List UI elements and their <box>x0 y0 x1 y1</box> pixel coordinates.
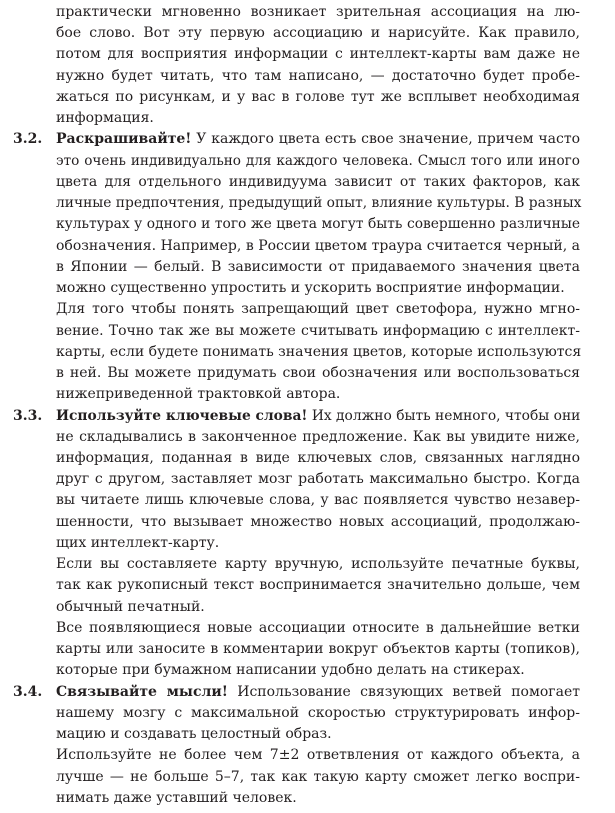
text-line: карты или заносите в комментарии вокруг объектов карты (топиков), <box>56 641 580 658</box>
section-heading: Используйте ключевые слова! <box>56 407 308 424</box>
text-line: лучше — не больше 5–7, так как такую карту сможет легко воспри- <box>56 768 580 785</box>
section-heading: Раскрашивайте! <box>56 131 192 148</box>
text-line: Для того чтобы понять запрещающий цвет светофора, нужно мгно- <box>56 301 580 318</box>
section-first-line <box>56 129 580 150</box>
text-line: нашему мозгу с максимальной скоростью структурировать инфор- <box>56 704 580 721</box>
text-line: обозначения. Например, в России цветом траура считается черный, а <box>56 237 580 254</box>
text-line: обычный печатный. <box>56 598 205 615</box>
text-line: нужно будет читать, что там написано, — достаточно будет пробе- <box>56 67 580 84</box>
section-heading: Связывайте мысли! <box>56 683 228 700</box>
text-line: в Японии — белый. В зависимости от придаваемого значения цвета <box>56 258 580 275</box>
text-line: не складывались в законченное предложение. Как вы увидите ниже, <box>56 428 580 445</box>
text-line: вы читаете лишь ключевые слова, у вас появляется чувство незавер- <box>56 492 580 509</box>
text-line: Все появляющиеся новые ассоциации относите в дальнейшие ветки <box>56 619 580 636</box>
text-line: которые при бумажном написании удобно делать на стикерах. <box>56 662 525 679</box>
text-line: Используйте не более чем 7±2 ответвления от каждого объекта, а <box>56 747 580 764</box>
text-line: друг с другом, заставляет мозг работать максимально быстро. Когда <box>56 471 580 488</box>
text-span: Их должно быть немного, чтобы они <box>307 407 581 424</box>
text-line: личные предпочтения, предыдущий опыт, влияние культуры. В разных <box>56 195 582 212</box>
text-line: это очень индивидуально для каждого человека. Смысл того или иного <box>56 152 580 169</box>
text-span: У каждого цвета есть свое значение, причем часто <box>191 131 580 148</box>
text-line: можно существенно упростить и ускорить восприятие информации. <box>56 280 565 297</box>
text-line: информация, поданная в виде ключевых слов, связанных наглядно <box>56 449 580 466</box>
text-line: бое слово. Вот эту первую ассоциацию и нарисуйте. Как правило, <box>56 25 580 42</box>
text-line: мацию и создавать целостный образ. <box>56 726 332 743</box>
text-line: информация. <box>56 110 154 127</box>
section-number: 3.2. <box>13 131 43 148</box>
text-line: в ней. Вы можете придумать свои обозначения или воспользоваться <box>56 365 580 382</box>
section-first-line <box>56 406 580 427</box>
section-number: 3.3. <box>13 407 43 424</box>
text-line: Если вы составляете карту вручную, используйте печатные буквы, <box>56 556 580 573</box>
text-line: карты, если будете понимать значения цветов, которые используются <box>56 343 582 360</box>
text-line: нимать даже уставший человек. <box>56 789 297 806</box>
text-line: жаться по рисункам, и у вас в голове тут же всплывет необходимая <box>56 88 580 105</box>
text-line: вение. Точно так же вы можете считывать информацию с интеллект- <box>56 322 580 339</box>
section-first-line <box>56 682 580 703</box>
text-line: шенности, что вызывает множество новых ассоциаций, продолжаю- <box>56 513 580 530</box>
text-line: цвета для отдельного индивидуума зависит от таких факторов, как <box>56 173 580 190</box>
text-line: так как рукописный текст воспринимается значительно дольше, чем <box>56 577 580 594</box>
text-line: нижеприведенной трактовкой автора. <box>56 386 341 403</box>
text-line: щих интеллект-карту. <box>56 534 220 551</box>
text-line: практически мгновенно возникает зрительная ассоциация на лю- <box>56 4 580 20</box>
section-number: 3.4. <box>13 683 43 700</box>
text-line: культурах у одного и того же цвета могут быть совершенно различные <box>56 216 580 233</box>
text-line: потом для восприятия информации с интеллект-карты вам даже не <box>56 46 580 63</box>
text-span: Использование связующих ветвей помогает <box>227 683 580 700</box>
